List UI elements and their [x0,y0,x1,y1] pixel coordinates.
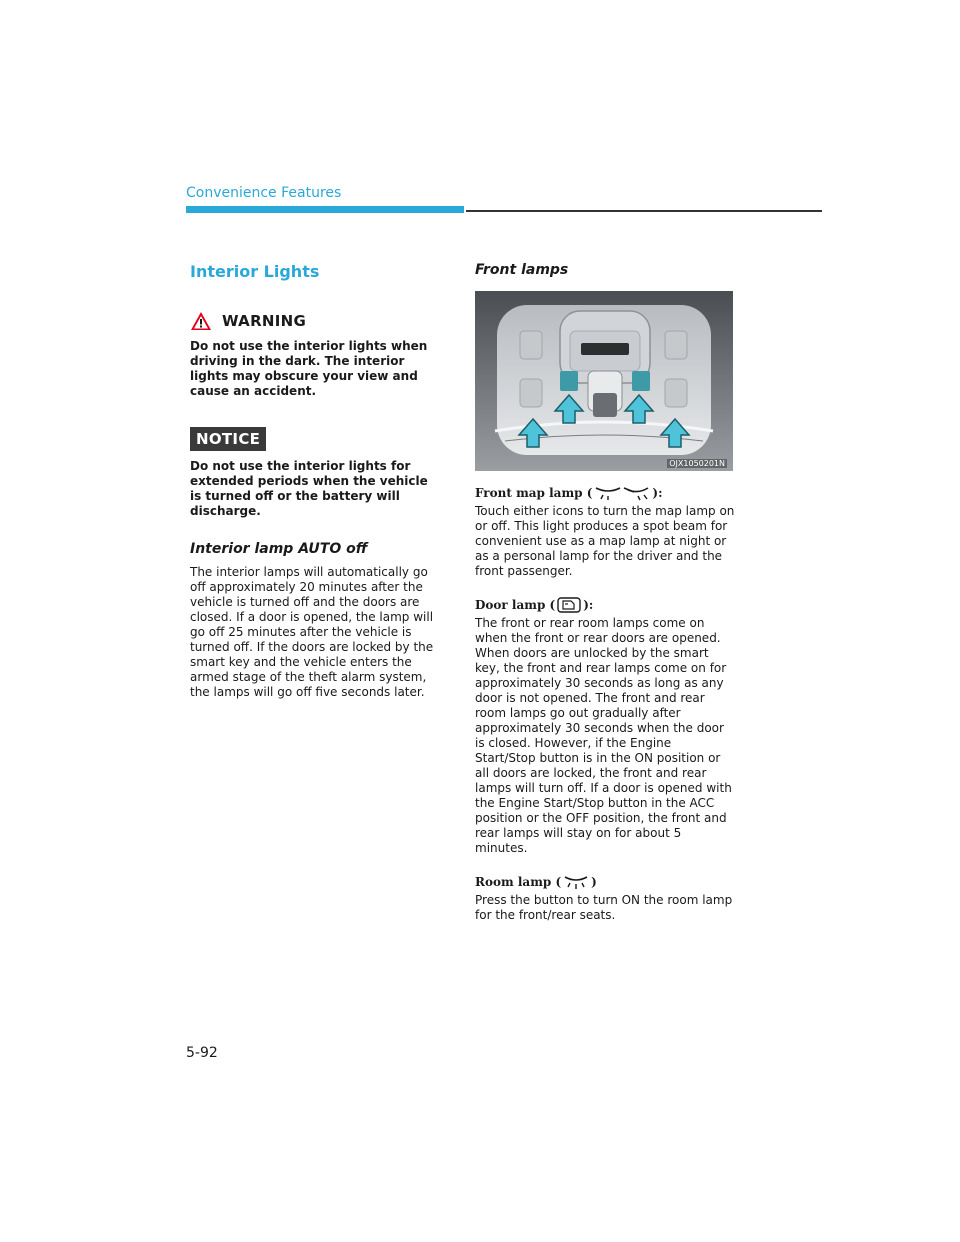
room-lamp-close: ) [591,875,597,889]
header-rule [466,210,822,212]
overhead-console-photo [475,291,733,471]
map-lamp-close: ): [652,486,663,500]
notice-label: NOTICE [190,427,266,451]
warning-label: WARNING [222,312,307,330]
map-lamp-icon [594,485,650,501]
notice-text: Do not use the interior lights for extended periods when the vehicle is turned off or the battery will discharge. [190,459,428,518]
right-column [475,262,735,923]
door-lamp-heading [475,597,735,613]
auto-off-text: The interior lamps will automatically go off approximately 20 minutes after the vehicle is turned off and the doors are closed. If a door is opened, the lamp will go off 25 minutes after the vehicle is turned off. If the doors are locked by the smart key and the vehicle enters the armed stage of the theft alarm system, the lamps will go off five seconds later. [190,565,434,699]
auto-off-heading: Interior lamp AUTO off [190,541,368,557]
room-lamp-icon [563,874,589,890]
room-lamp-label: Room lamp ( [475,875,562,889]
page-number: 5-92 [186,1045,218,1061]
door-lamp-label: Door lamp ( [475,598,556,612]
front-lamps-heading: Front lamps [475,262,569,278]
overhead-console-illustration [475,291,733,471]
header-section-title: Convenience Features [186,185,342,201]
map-lamp-text: Touch either icons to turn the map lamp on or off. This light produces a spot beam for convenient use as a map lamp at night or as a personal lamp for the driver and the front passenger. [475,504,735,578]
warning-triangle-icon [190,311,212,331]
room-lamp-heading [475,874,735,890]
warning-text: Do not use the interior lights when driving in the dark. The interior lights may obscure your view and cause an accident. [190,339,428,398]
warning-header [190,311,442,331]
map-lamp-label: Front map lamp ( [475,486,593,500]
door-lamp-close: ): [583,598,594,612]
header-accent-bar [186,206,464,213]
room-lamp-text: Press the button to turn ON the room lamp for the front/rear seats. [475,893,733,922]
map-lamp-heading [475,485,735,501]
image-code: OJX1050201N [669,459,725,468]
left-column [190,262,442,700]
door-lamp-icon [557,597,581,613]
door-lamp-text: The front or rear room lamps come on when the front or rear doors are opened. When doors are unlocked by the smart key, the front and rear lamps come on for approximately 30 seconds as long as any door is not opened. The front and rear room lamps go out gradually after approximately 30 seconds when the door is closed. However, if the Engine Start/Stop button is in the ON position or all doors are locked, the front and rear lamps will turn off. If a door is opened with the Engine Start/Stop button in the ACC position or the OFF position, the front and rear lamps will stay on for about 5 minutes. [475,616,732,855]
section-heading: Interior Lights [190,262,320,281]
